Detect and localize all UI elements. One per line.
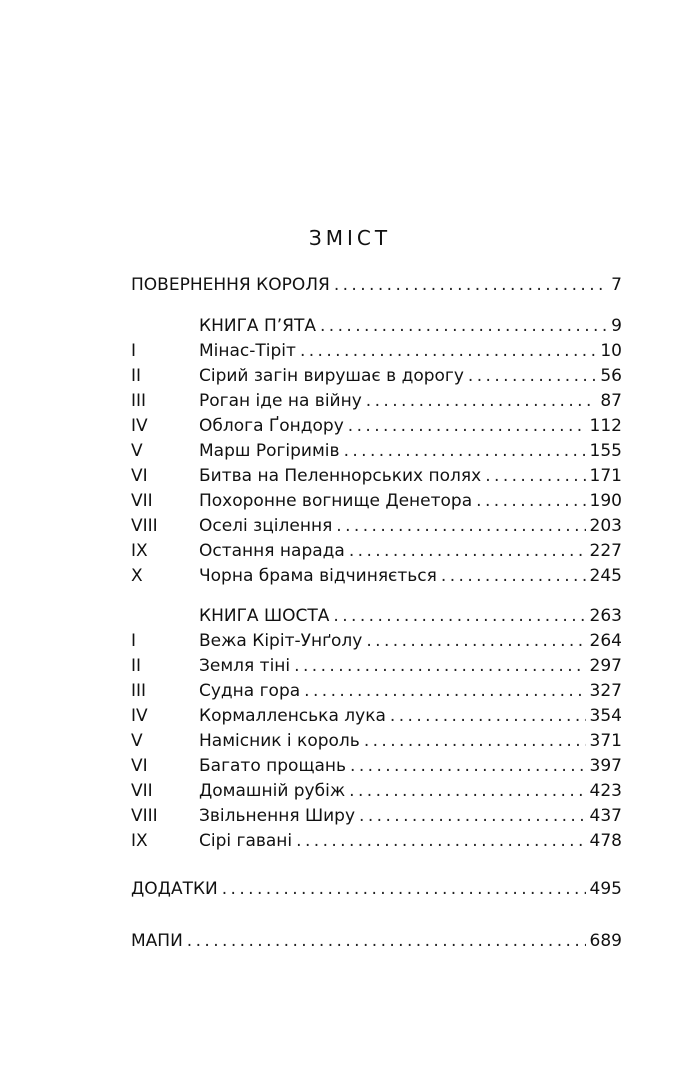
toc-book-title: КНИГА П’ЯТА <box>199 316 316 336</box>
chapter-title: Оселі зцілення <box>199 516 333 536</box>
toc-maps-title: МАПИ <box>131 931 183 951</box>
toc-page-number: 9 <box>611 316 622 336</box>
chapter-number: II <box>131 656 142 676</box>
chapter-number: II <box>131 366 142 386</box>
toc-chapter-row[interactable] <box>131 804 622 829</box>
chapter-number: VI <box>131 756 148 776</box>
toc-chapter-row[interactable] <box>131 679 622 704</box>
toc-chapter-row[interactable] <box>131 364 622 389</box>
toc-chapter-row[interactable] <box>131 629 622 654</box>
page-title: ЗМІСТ <box>308 226 392 250</box>
toc-page-number: 689 <box>589 931 622 951</box>
chapter-number: IX <box>131 541 148 561</box>
toc-page-number: 171 <box>589 466 622 486</box>
chapter-title: Намісник і король <box>199 731 360 751</box>
toc-chapter-row[interactable] <box>131 464 622 489</box>
dot-leader <box>350 754 586 779</box>
dot-leader <box>364 729 586 754</box>
chapter-number: I <box>131 631 137 651</box>
chapter-number: IV <box>131 706 148 726</box>
dot-leader <box>344 439 586 464</box>
toc-chapter-row[interactable] <box>131 829 622 854</box>
chapter-number: V <box>131 731 143 751</box>
dot-leader <box>349 779 585 804</box>
toc-page-number: 10 <box>600 341 622 361</box>
chapter-title: Вежа Кіріт-Унґолу <box>199 631 363 651</box>
toc-page-number: 397 <box>589 756 622 776</box>
dot-leader <box>334 273 607 298</box>
dot-leader <box>390 704 586 729</box>
chapter-title: Багато прощань <box>199 756 347 776</box>
toc-page-number: 264 <box>589 631 622 651</box>
dot-leader <box>320 314 607 339</box>
toc-chapter-row[interactable] <box>131 414 622 439</box>
chapter-number: VI <box>131 466 148 486</box>
toc-page-number: 327 <box>589 681 622 701</box>
toc-book-row[interactable] <box>131 314 622 339</box>
toc-chapter-row[interactable] <box>131 389 622 414</box>
chapter-title: Марш Рогіримів <box>199 441 340 461</box>
chapter-title: Битва на Пеленнорських полях <box>199 466 482 486</box>
toc-page-number: 227 <box>589 541 622 561</box>
toc-page-number: 263 <box>589 606 622 626</box>
toc-page-number: 423 <box>589 781 622 801</box>
dot-leader <box>359 804 586 829</box>
chapter-title: Похоронне вогнище Денетора <box>199 491 473 511</box>
dot-leader <box>366 629 585 654</box>
toc-book-row[interactable] <box>131 604 622 629</box>
toc-page-number: 437 <box>589 806 622 826</box>
chapter-title: Сірий загін вирушає в дорогу <box>199 366 464 386</box>
chapter-title: Домашній рубіж <box>199 781 346 801</box>
chapter-number: IX <box>131 831 148 851</box>
toc-chapter-row[interactable] <box>131 439 622 464</box>
dot-leader <box>348 414 586 439</box>
chapter-title: Звільнення Ширу <box>199 806 356 826</box>
toc-page-number: 155 <box>589 441 622 461</box>
toc-chapter-row[interactable] <box>131 514 622 539</box>
toc-page-number: 478 <box>589 831 622 851</box>
dot-leader <box>441 564 586 589</box>
toc-page-number: 245 <box>589 566 622 586</box>
toc-appendices-title: ДОДАТКИ <box>131 879 218 899</box>
chapter-number: V <box>131 441 143 461</box>
chapter-number: X <box>131 566 143 586</box>
toc-chapter-row[interactable] <box>131 339 622 364</box>
chapter-number: VIII <box>131 806 158 826</box>
toc-chapter-row[interactable] <box>131 779 622 804</box>
toc-page-number: 495 <box>589 879 622 899</box>
dot-leader <box>304 679 585 704</box>
chapter-title: Земля тіні <box>199 656 291 676</box>
toc-part-title: ПОВЕРНЕННЯ КОРОЛЯ <box>131 275 330 295</box>
toc-page-number: 371 <box>589 731 622 751</box>
chapter-number: I <box>131 341 137 361</box>
chapter-title: Мінас-Тіріт <box>199 341 296 361</box>
toc-maps-row[interactable] <box>131 929 622 954</box>
toc-chapter-row[interactable] <box>131 654 622 679</box>
chapter-title: Роган іде на війну <box>199 391 362 411</box>
chapter-number: IV <box>131 416 148 436</box>
toc-part-row[interactable] <box>131 273 622 298</box>
toc-page-number: 87 <box>600 391 622 411</box>
chapter-number: III <box>131 391 147 411</box>
chapter-title: Сірі гавані <box>199 831 293 851</box>
chapter-number: VII <box>131 781 153 801</box>
dot-leader <box>349 539 586 564</box>
toc-page-number: 297 <box>589 656 622 676</box>
toc-chapter-row[interactable] <box>131 539 622 564</box>
dot-leader <box>300 339 596 364</box>
chapter-number: III <box>131 681 147 701</box>
dot-leader <box>296 829 585 854</box>
dot-leader <box>468 364 596 389</box>
dot-leader <box>485 464 585 489</box>
chapter-title: Кормалленська лука <box>199 706 386 726</box>
chapter-title: Облога Ґондору <box>199 416 344 436</box>
toc-book-title: КНИГА ШОСТА <box>199 606 330 626</box>
chapter-number: VII <box>131 491 153 511</box>
toc-page-number: 112 <box>589 416 622 436</box>
toc-chapter-row[interactable] <box>131 704 622 729</box>
toc-page-number: 354 <box>589 706 622 726</box>
toc-chapter-row[interactable] <box>131 729 622 754</box>
toc-page-number: 7 <box>611 275 622 295</box>
toc-chapter-row[interactable] <box>131 564 622 589</box>
chapter-title: Судна гора <box>199 681 301 701</box>
dot-leader <box>187 929 586 954</box>
chapter-title: Остання нарада <box>199 541 345 561</box>
dot-leader <box>294 654 585 679</box>
toc-page-number: 203 <box>589 516 622 536</box>
toc-chapter-row[interactable] <box>131 754 622 779</box>
dot-leader <box>222 877 586 902</box>
chapter-number: VIII <box>131 516 158 536</box>
toc-page-number: 56 <box>600 366 622 386</box>
dot-leader <box>336 514 585 539</box>
dot-leader <box>366 389 597 414</box>
dot-leader <box>333 604 585 629</box>
dot-leader <box>476 489 585 514</box>
toc-chapter-row[interactable] <box>131 489 622 514</box>
toc-page-number: 190 <box>589 491 622 511</box>
chapter-title: Чорна брама відчиняється <box>199 566 437 586</box>
toc-appendices-row[interactable] <box>131 877 622 902</box>
